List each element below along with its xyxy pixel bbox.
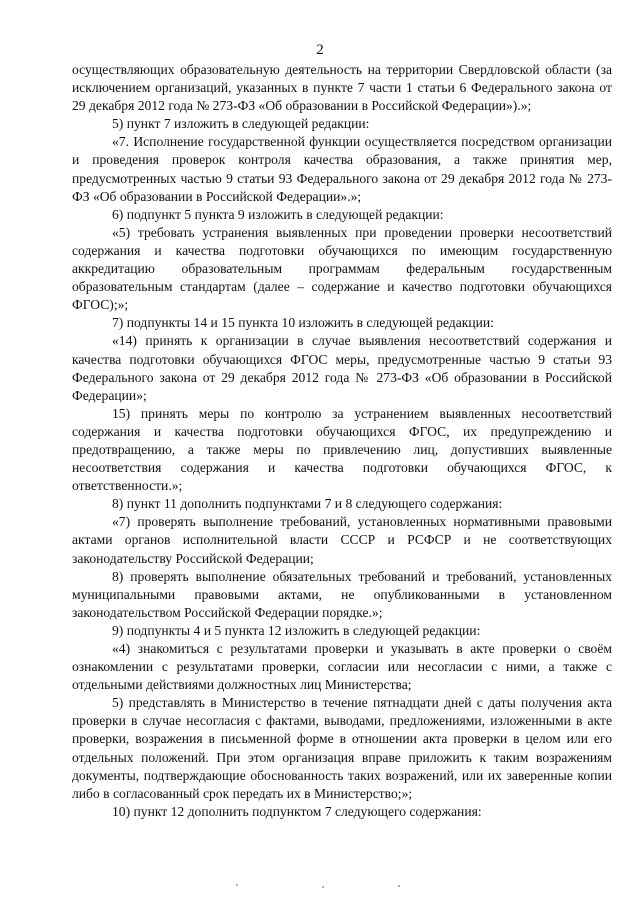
- paragraph-subitem-7-text: «7) проверять выполнение требований, установленных нормативными правовыми актами органов исполнительной власти СССР и РСФСР и не соответствующих законодательству Российской Федерации;: [72, 514, 612, 566]
- paragraph-subitem-14-text: «14) принять к организации в случае выявления несоответствий содержания и качества подготовки обучающихся ФГОС меры, предусмотренные частью 9 статьи 93 Федерального закона от 29 декабря 2012 года № 273-ФЗ «Об образовании в Российской Федерации»;: [72, 333, 612, 403]
- paragraph-subitem-15-text: 15) принять меры по контролю за устранением выявленных несоответствий содержания и качества подготовки обучающихся ФГОС, их предупреждению и предотвращению, а также меры по привлечению лиц, допустивших выявленные несоответствия содержания и качества подготовки обучающихся ФГОС, к ответственности.»;: [72, 405, 612, 494]
- document-body: [72, 61, 612, 821]
- scan-speck: [236, 884, 238, 886]
- paragraph-subitem-4-text: «4) знакомиться с результатами проверки и указывать в акте проверки о своём ознакомлении с результатами проверки, согласии или несогласии с ними, а также с отдельными действиями должностных лиц Министерства;: [72, 641, 612, 693]
- paragraph-amendment-8: 8) пункт 11 дополнить подпунктами 7 и 8 следующего содержания:: [112, 496, 503, 512]
- paragraph-subitem-5-text: «5) требовать устранения выявленных при проведении проверки несоответствий содержания и качества подготовки обучающихся по имеющим государственную аккредитацию образовательным программам федеральным государственным образовательным стандартам (далее – содержание и качество подготовки обучающихся ФГОС);»;: [72, 224, 612, 313]
- paragraph-continuation: осуществляющих образовательную деятельность на территории Свердловской области (за исключением организаций, указанных в пункте 7 части 1 статьи 6 Федерального закона от 29 декабря 2012 года № 273-ФЗ «Об образовании в Российской Федерации»).»;: [72, 62, 612, 114]
- paragraph-amendment-9: 9) подпункты 4 и 5 пункта 12 изложить в следующей редакции:: [112, 622, 481, 638]
- paragraph-item-7-text: «7. Исполнение государственной функции осуществляется посредством организации и проведения проверок контроля качества образования, а также принятия мер, предусмотренных частью 9 статьи 93 Федерального закона от 29 декабря 2012 года № 273-ФЗ «Об образовании в Российской Федерации».»;: [72, 134, 612, 204]
- page-number: 2: [316, 42, 324, 58]
- paragraph-subitem-5-objections-text: 5) представлять в Министерство в течение пятнадцати дней с даты получения акта проверки в случае несогласия с фактами, выводами, предложениями, изложенными в акте проверки, возражения в письменной форме в отношении акта проверки в целом или его отдельных положений. При этом организация вправе приложить к таким возражениям документы, подтверждающие обоснованность таких возражений, или их заверенные копии либо в согласованный срок передать их в Министерство;»;: [72, 695, 612, 801]
- paragraph-amendment-5: 5) пункт 7 изложить в следующей редакции:: [112, 116, 370, 132]
- paragraph-subitem-8-text: 8) проверять выполнение обязательных требований и требований, установленных муниципальными правовыми актами, не опубликованными в установленном законодательством Российской Федерации порядке.»;: [72, 568, 612, 620]
- paragraph-amendment-6: 6) подпункт 5 пункта 9 изложить в следующей редакции:: [112, 206, 444, 222]
- scan-speck: [398, 885, 400, 887]
- paragraph-amendment-10: 10) пункт 12 дополнить подпунктом 7 следующего содержания:: [112, 803, 482, 819]
- paragraph-amendment-7: 7) подпункты 14 и 15 пункта 10 изложить в следующей редакции:: [112, 315, 494, 331]
- scan-speck: [322, 886, 324, 888]
